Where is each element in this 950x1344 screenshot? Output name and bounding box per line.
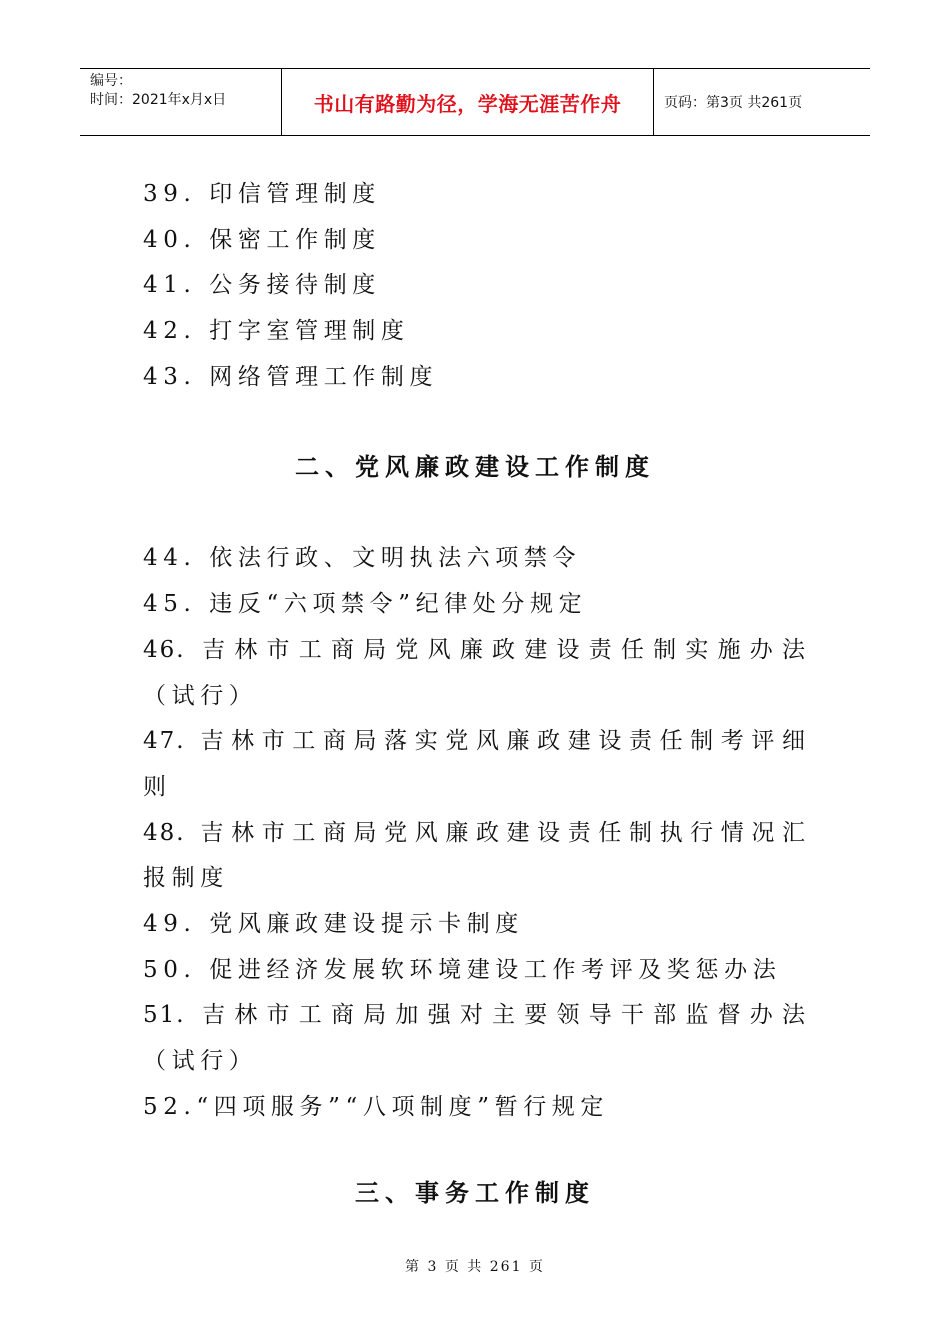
section3-heading: 三、事务工作制度: [355, 1179, 595, 1208]
list-item-continuation: （试行）: [143, 1048, 258, 1074]
list-item: 40. 保密工作制度: [143, 226, 381, 253]
header-meta: [80, 69, 282, 135]
list-item: 45. 违反“六项禁令”纪律处分规定: [143, 591, 588, 618]
page-footer: 第 3 页 共 261 页: [405, 1259, 545, 1275]
header-motto: 书山有路勤为径，学海无涯苦作舟: [282, 69, 654, 135]
list-item: 47. 吉林市工商局落实党风廉政建设责任制考评细: [143, 728, 807, 755]
list-item: 42. 打字室管理制度: [143, 318, 410, 345]
list-item: 49. 党风廉政建设提示卡制度: [143, 910, 524, 937]
list-item: 50. 促进经济发展软环境建设工作考评及奖惩办法: [143, 956, 782, 983]
list-item: 46. 吉林市工商局党风廉政建设责任制实施办法: [143, 636, 807, 663]
page-header: [80, 68, 870, 136]
list-item-continuation: 报制度: [143, 865, 229, 892]
list-item-continuation: 则: [143, 773, 172, 800]
list-item: 51. 吉林市工商局加强对主要领导干部监督办法: [143, 1002, 807, 1029]
header-page-info: 页码：第3页 共261页: [664, 95, 803, 111]
list-item: 39. 印信管理制度: [143, 181, 381, 207]
document-body: [143, 172, 807, 1210]
section1-list: [143, 172, 807, 400]
list-item: 52.“四项服务”“八项制度”暂行规定: [143, 1093, 610, 1120]
document-number-label: 编号：: [90, 73, 132, 89]
list-item: 44. 依法行政、文明执法六项禁令: [143, 545, 582, 572]
list-item-continuation: （试行）: [143, 682, 258, 709]
section2-list: [143, 536, 807, 1130]
list-item: 41. 公务接待制度: [143, 272, 381, 299]
list-item: 48. 吉林市工商局党风廉政建设责任制执行情况汇: [143, 819, 807, 846]
section2-heading: 二、党风廉政建设工作制度: [295, 453, 655, 482]
document-date-label: 时间：2021年x月x日: [90, 92, 227, 108]
list-item: 43. 网络管理工作制度: [143, 363, 439, 390]
